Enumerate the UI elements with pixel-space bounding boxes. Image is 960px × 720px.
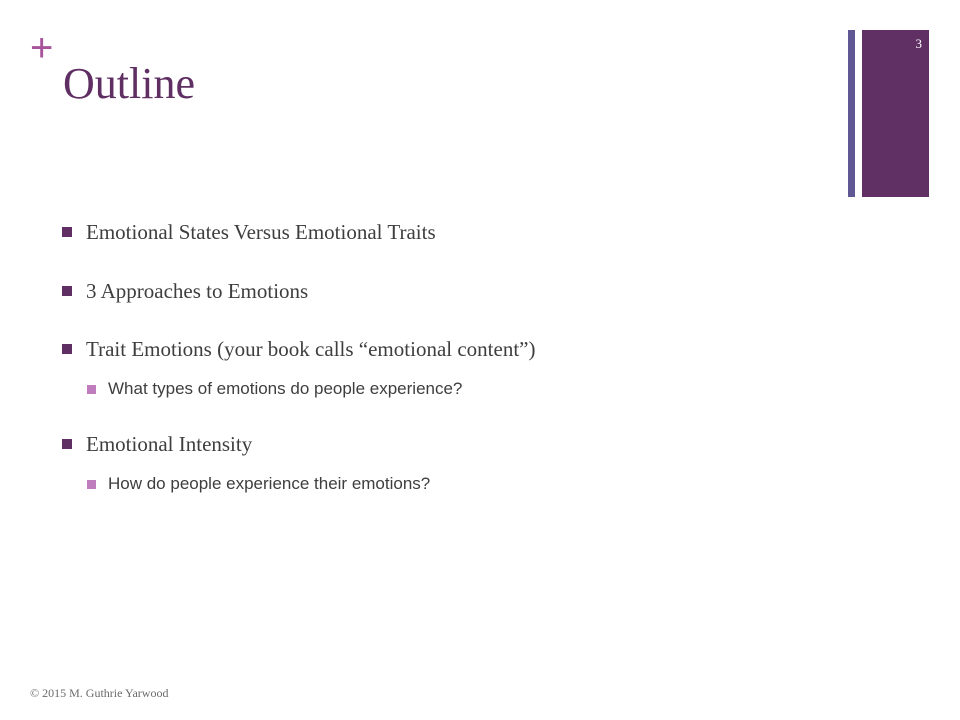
bullet-item — [62, 335, 822, 363]
sub-bullet-text: What types of emotions do people experience? — [108, 379, 463, 398]
sub-bullet-item — [87, 472, 822, 496]
bullet-text: Emotional Intensity — [86, 432, 253, 456]
plus-icon: + — [30, 26, 54, 70]
copyright-footer: © 2015 M. Guthrie Yarwood — [30, 686, 169, 700]
square-bullet-icon — [62, 439, 72, 449]
square-sub-bullet-icon — [87, 480, 96, 489]
square-bullet-icon — [62, 286, 72, 296]
bullet-item — [62, 277, 822, 305]
square-sub-bullet-icon — [87, 385, 96, 394]
sub-bullet-text: How do people experience their emotions? — [108, 474, 431, 493]
accent-bar-thin — [848, 30, 855, 197]
bullet-item — [62, 430, 822, 458]
bullet-text: Trait Emotions (your book calls “emotional content”) — [86, 337, 536, 361]
bullet-text: 3 Approaches to Emotions — [86, 279, 309, 303]
slide-number: 3 — [915, 36, 922, 51]
bullet-item — [62, 218, 822, 246]
bullet-text: Emotional States Versus Emotional Traits — [86, 220, 436, 244]
slide-title: Outline — [63, 59, 195, 108]
square-bullet-icon — [62, 344, 72, 354]
sub-bullet-item — [87, 377, 822, 401]
accent-bar-wide — [862, 30, 929, 197]
bullet-list — [62, 218, 822, 496]
square-bullet-icon — [62, 227, 72, 237]
